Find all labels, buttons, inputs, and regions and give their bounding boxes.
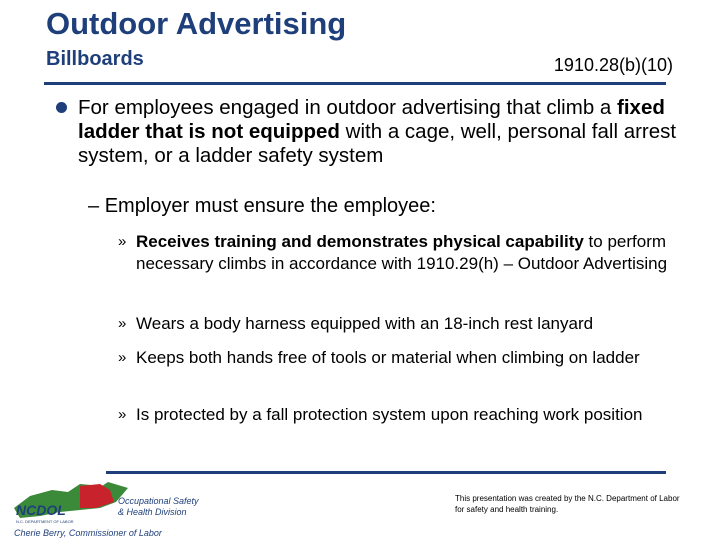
page-subtitle: Billboards: [46, 48, 144, 70]
page-title: Outdoor Advertising: [46, 6, 347, 41]
regulation-reference: 1910.28(b)(10): [553, 55, 673, 75]
list-item: » Receives training and demonstrates physical capability to perform necessary climbs in accordance with 1910.29(h) – Outdoor Advertising: [118, 232, 668, 273]
list-marker: »: [118, 406, 127, 423]
list-item: » Is protected by a fall protection system upon reaching work position: [118, 405, 643, 424]
list-marker: »: [118, 315, 127, 332]
commissioner-credit: Cherie Berry, Commissioner of Labor: [14, 528, 162, 538]
list-marker: »: [118, 349, 127, 366]
list-item: » Wears a body harness equipped with an 18-inch rest lanyard: [118, 314, 594, 333]
header-divider: [44, 82, 666, 85]
sub-bullet: [88, 194, 436, 218]
dash-marker: –: [88, 195, 100, 217]
bullet-dot-icon: [56, 102, 67, 113]
svg-text:& Health Division: & Health Division: [118, 507, 187, 517]
footer-note: This presentation was created by the N.C. Department of Labor for safety and health training.: [455, 494, 680, 514]
svg-text:N.C. DEPARTMENT OF LABOR: N.C. DEPARTMENT OF LABOR: [16, 519, 74, 524]
svg-text:NCDOL: NCDOL: [16, 502, 66, 518]
main-bullet: [56, 96, 696, 168]
list-marker: »: [118, 233, 127, 250]
svg-text:Occupational Safety: Occupational Safety: [118, 496, 199, 506]
list-item: » Keeps both hands free of tools or material when climbing on ladder: [118, 348, 640, 367]
main-bullet-text: For employees engaged in outdoor advertising that climb a fixed ladder that is not equipped with a cage, well, personal fall arrest system, or a ladder safety system: [78, 96, 677, 167]
sub-bullet-text: Employer must ensure the employee:: [104, 195, 436, 217]
